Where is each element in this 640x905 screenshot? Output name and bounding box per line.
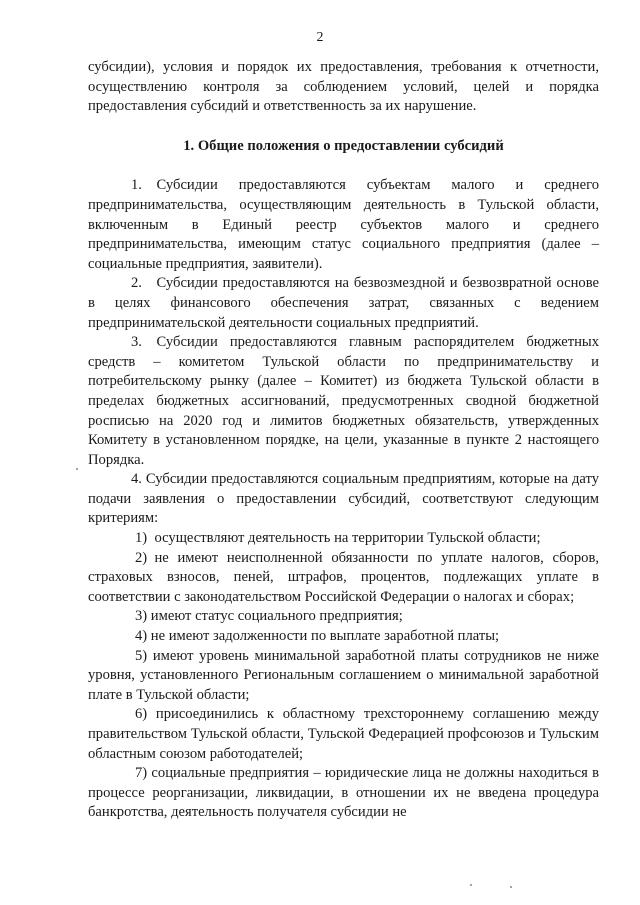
criterion-5: 5) имеют уровень минимальной заработной платы сотрудников не ниже уровня, установленного Региональным соглашением о минимальной заработной плате в Тульской области; <box>88 647 599 703</box>
scan-speck <box>470 884 472 886</box>
paragraph-2: 2. Субсидии предоставляются на безвозмездной и безвозвратной основе в целях финансового обеспечения затрат, связанных с ведением предпринимательской деятельности социальных предприятий. <box>88 275 599 331</box>
criterion-4: 4) не имеют задолженности по выплате заработной платы; <box>135 628 500 645</box>
scan-speck <box>510 886 512 888</box>
criterion-6: 6) присоединились к областному трехстороннему соглашению между правительством Тульской области, Тульской Федерацией профсоюзов и Тульским областным союзом работодателей; <box>88 706 599 762</box>
paragraph-4: 4. Субсидии предоставляются социальным предприятиям, которые на дату подачи заявления о предоставлении субсидий, соответствуют следующим критериям: <box>88 471 599 527</box>
paragraph-3: 3. Субсидии предоставляются главным распорядителем бюджетных средств – комитетом Тульской области по предпринимательству и потребительскому рынку (далее – Комитет) из бюджета Тульской области в пределах бюджетных ассигнований, предусмотренных сводной бюджетной росписью на 2020 год и лимитов бюджетных обязательств, утвержденных Комитету в установленном порядке, на цели, указанные в пункте 2 настоящего Порядка. <box>88 334 599 468</box>
criterion-7: 7) социальные предприятия – юридические лица не должны находиться в процессе реорганизации, ликвидации, в отношении их не введена процедура банкротства, деятельность получателя субсидии не <box>88 765 599 821</box>
criterion-2: 2) не имеют неисполненной обязанности по уплате налогов, сборов, страховых взносов, пеней, штрафов, процентов, подлежащих уплате в соответствии с законодательством Российской Федерации о налогах и сборах; <box>88 549 599 605</box>
paragraph-1: 1. Субсидии предоставляются субъектам малого и среднего предпринимательства, осуществляющим деятельность в Тульской области, включенным в Единый реестр субъектов малого и среднего предпринимательства, имеющим статус социального предприятия (далее – социальные предприятия, заявители). <box>88 177 599 272</box>
criterion-1: 1) осуществляют деятельность на территории Тульской области; <box>135 530 541 547</box>
section-heading: 1. Общие положения о предоставлении субсидий <box>183 137 504 154</box>
page-number: 2 <box>316 30 324 45</box>
document-body <box>88 58 599 823</box>
intro-paragraph: субсидии), условия и порядок их предоставления, требования к отчетности, осуществлению контроля за соблюдением условий, целей и порядка предоставления субсидий и ответственность за их нарушение. <box>88 59 599 115</box>
scan-speck <box>76 468 78 470</box>
criterion-3: 3) имеют статус социального предприятия; <box>135 608 403 625</box>
